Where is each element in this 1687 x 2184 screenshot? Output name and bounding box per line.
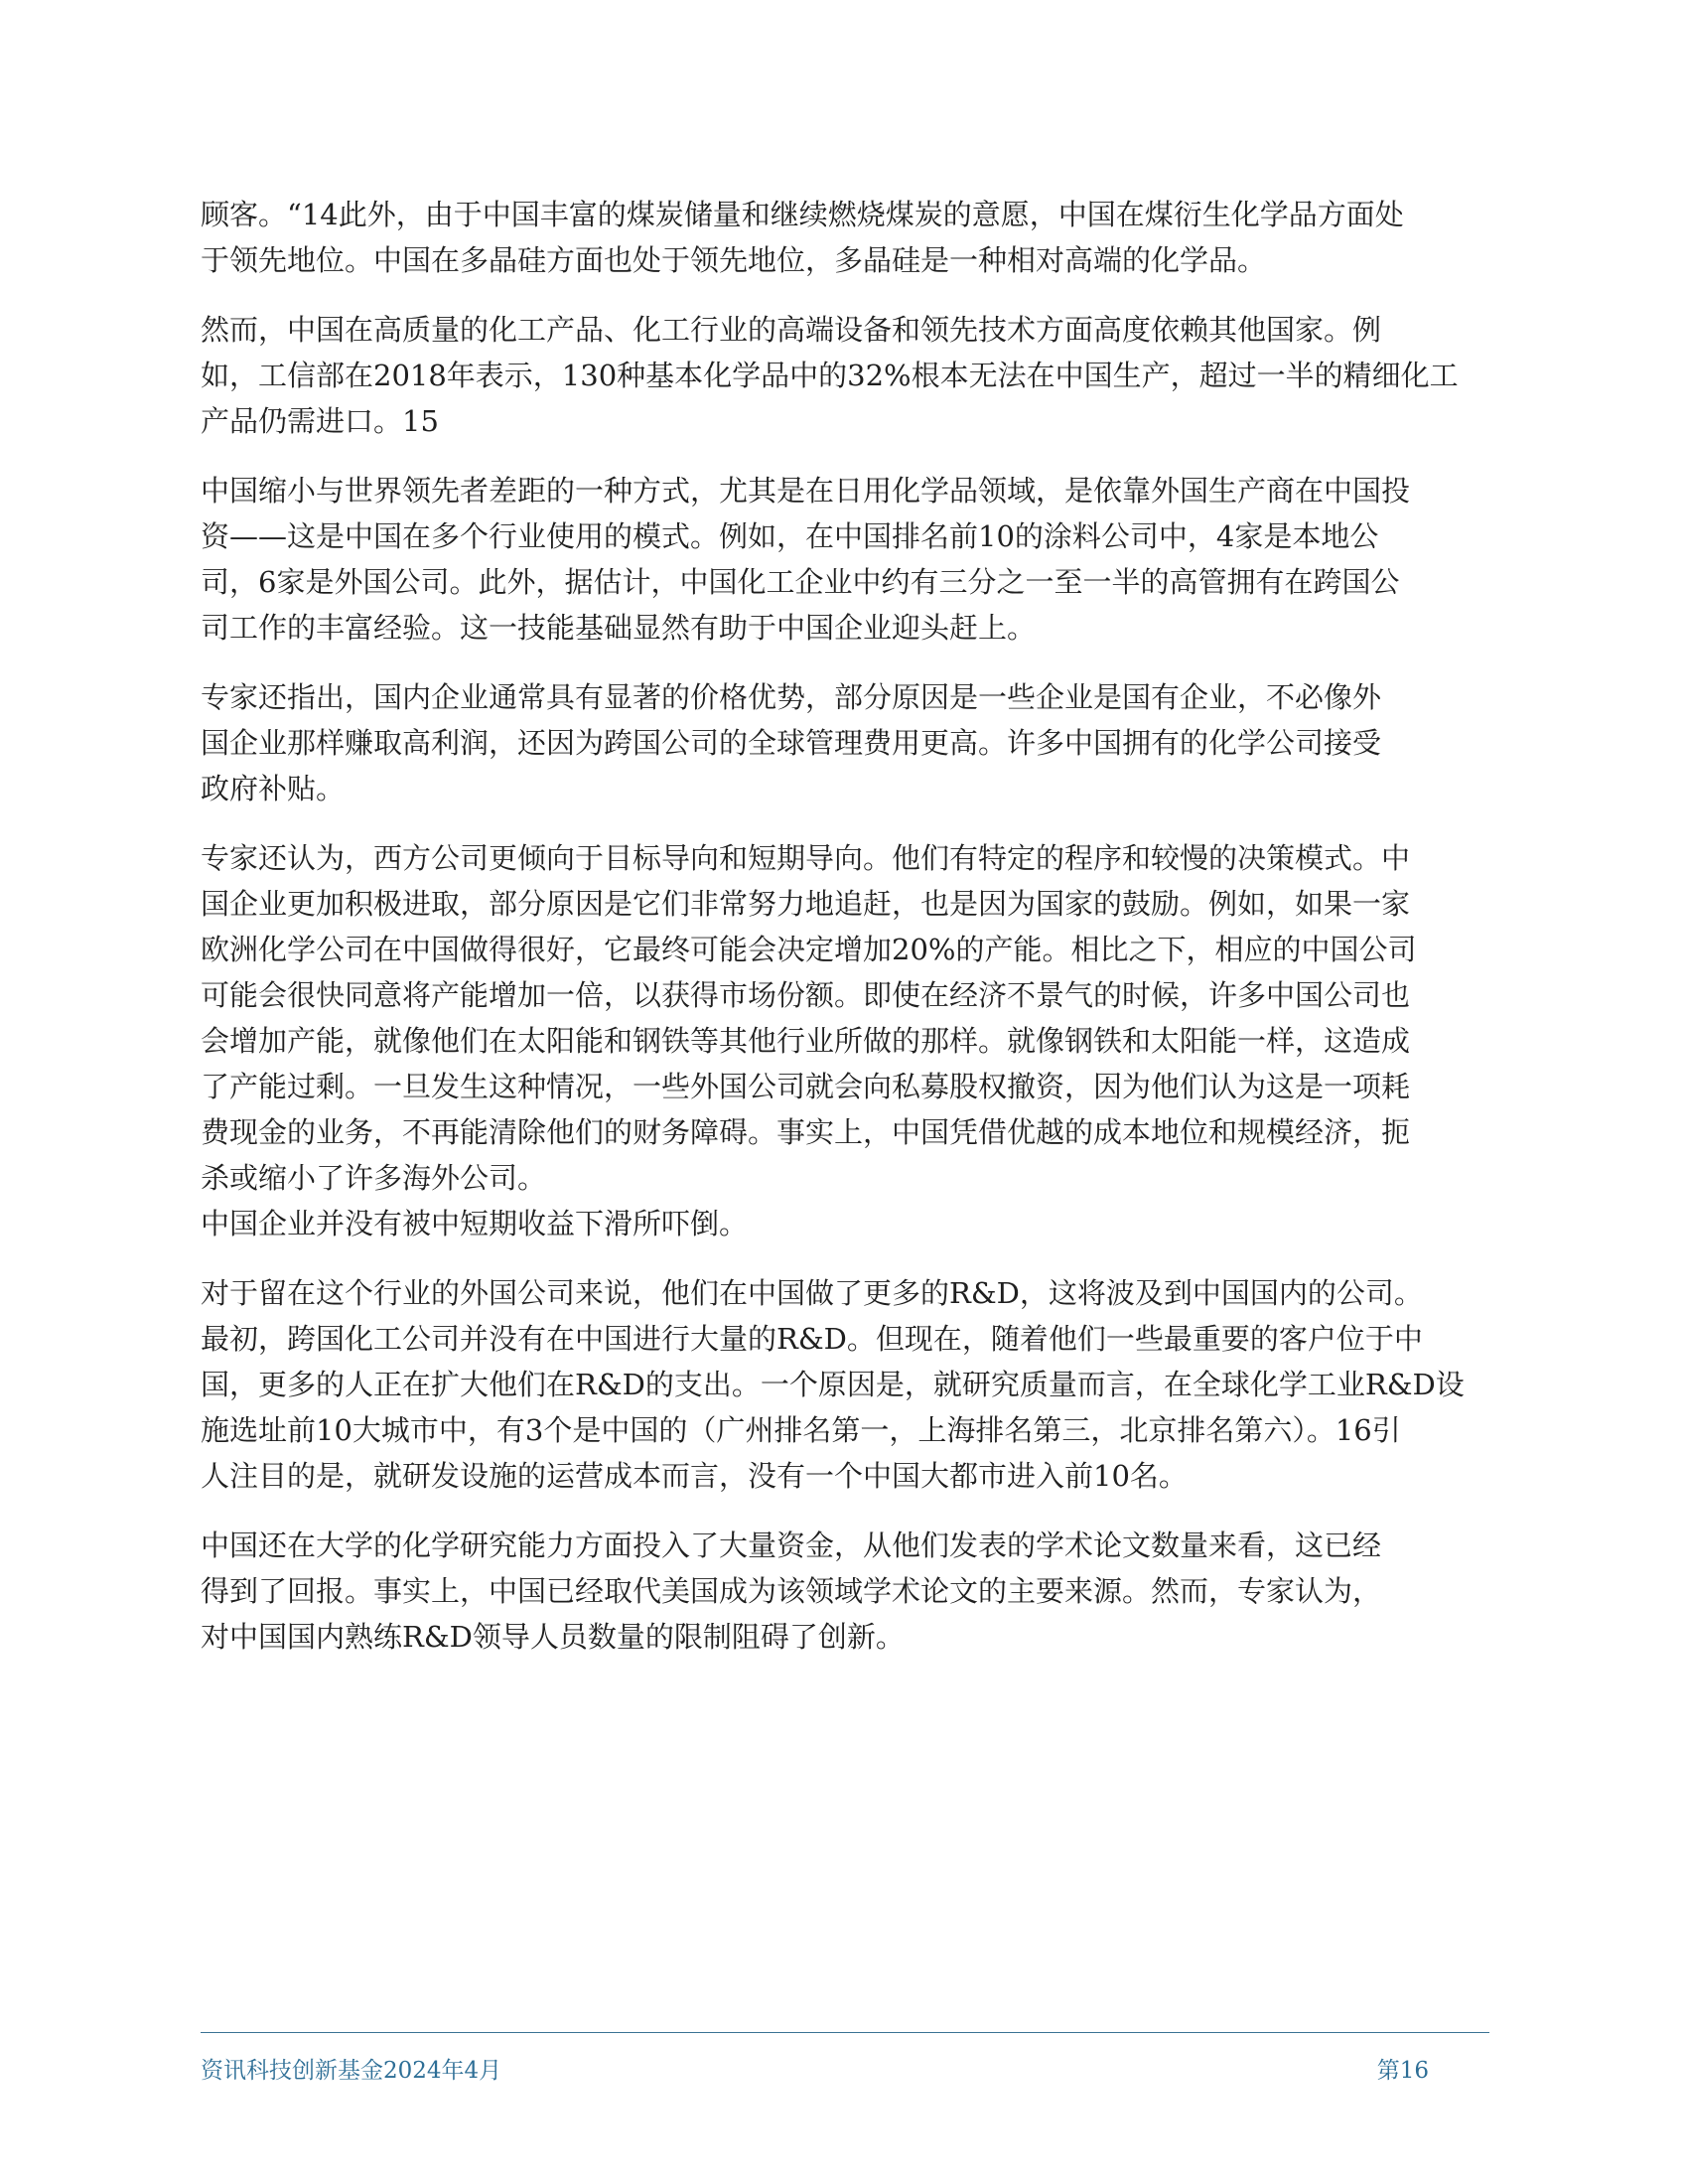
paragraph-1	[201, 192, 1481, 283]
text-line: 国，更多的人正在扩大他们在R&D的支出。一个原因是，就研究质量而言，在全球化学工业R&D设	[201, 1368, 1465, 1401]
text-line: 国企业更加积极进取，部分原因是它们非常努力地追赶，也是因为国家的鼓励。例如，如果一家	[201, 887, 1411, 921]
text-line: 中国缩小与世界领先者差距的一种方式，尤其是在日用化学品领域，是依靠外国生产商在中国投	[201, 474, 1411, 508]
paragraph-2	[201, 307, 1481, 444]
text-line: 于领先地位。中国在多晶硅方面也处于领先地位，多晶硅是一种相对高端的化学品。	[201, 243, 1267, 277]
text-line: 对中国国内熟练R&D领导人员数量的限制阻碍了创新。	[201, 1620, 905, 1654]
text-line: 顾客。“14此外，由于中国丰富的煤炭储量和继续燃烧煤炭的意愿，中国在煤衍生化学品方面处	[201, 198, 1404, 231]
text-line: 可能会很快同意将产能增加一倍，以获得市场份额。即使在经济不景气的时候，许多中国公司也	[201, 978, 1411, 1012]
paragraph-3	[201, 468, 1481, 651]
footer-divider	[201, 2032, 1489, 2033]
footer-page-number: 第16	[1376, 2058, 1429, 2084]
text-line: 专家还认为，西方公司更倾向于目标导向和短期导向。他们有特定的程序和较慢的决策模式。中	[201, 841, 1411, 875]
text-line: 最初，跨国化工公司并没有在中国进行大量的R&D。但现在，随着他们一些最重要的客户位于中	[201, 1322, 1423, 1356]
text-line: 会增加产能，就像他们在太阳能和钢铁等其他行业所做的那样。就像钢铁和太阳能一样，这造成	[201, 1024, 1411, 1058]
paragraph-5	[201, 835, 1481, 1201]
text-line: 中国企业并没有被中短期收益下滑所吓倒。	[201, 1207, 749, 1240]
text-line: 如，工信部在2018年表示，130种基本化学品中的32%根本无法在中国生产，超过一半的精细化工	[201, 359, 1459, 392]
text-line: 司工作的丰富经验。这一技能基础显然有助于中国企业迎头赶上。	[201, 611, 1037, 645]
text-line: 对于留在这个行业的外国公司来说，他们在中国做了更多的R&D，这将波及到中国国内的公司。	[201, 1276, 1423, 1310]
text-line: 欧洲化学公司在中国做得很好，它最终可能会决定增加20%的产能。相比之下，相应的中国公司	[201, 933, 1417, 966]
text-line: 产品仍需进口。15	[201, 404, 439, 438]
paragraph-6	[201, 1201, 1481, 1246]
text-line: 资——这是中国在多个行业使用的模式。例如，在中国排名前10的涂料公司中，4家是本地公	[201, 519, 1379, 553]
text-line: 得到了回报。事实上，中国已经取代美国成为该领域学术论文的主要来源。然而，专家认为，	[201, 1574, 1382, 1608]
document-body	[201, 192, 1481, 1683]
text-line: 施选址前10大城市中，有3个是中国的（广州排名第一，上海排名第三，北京排名第六）。16引	[201, 1413, 1401, 1447]
paragraph-7	[201, 1270, 1481, 1499]
text-line: 国企业那样赚取高利润，还因为跨国公司的全球管理费用更高。许多中国拥有的化学公司接受	[201, 726, 1382, 760]
text-line: 费现金的业务，不再能清除他们的财务障碍。事实上，中国凭借优越的成本地位和规模经济，扼	[201, 1115, 1411, 1149]
footer-publication-date: 资讯科技创新基金2024年4月	[201, 2058, 502, 2084]
paragraph-4	[201, 674, 1481, 811]
text-line: 政府补贴。	[201, 772, 346, 805]
text-line: 然而，中国在高质量的化工产品、化工行业的高端设备和领先技术方面高度依赖其他国家。例	[201, 313, 1382, 347]
text-line: 中国还在大学的化学研究能力方面投入了大量资金，从他们发表的学术论文数量来看，这已经	[201, 1529, 1382, 1562]
text-line: 杀或缩小了许多海外公司。	[201, 1161, 547, 1195]
paragraph-8	[201, 1523, 1481, 1660]
text-line: 司，6家是外国公司。此外，据估计，中国化工企业中约有三分之一至一半的高管拥有在跨国公	[201, 565, 1400, 599]
text-line: 了产能过剩。一旦发生这种情况，一些外国公司就会向私募股权撤资，因为他们认为这是一项耗	[201, 1070, 1411, 1103]
text-line: 专家还指出，国内企业通常具有显著的价格优势，部分原因是一些企业是国有企业，不必像外	[201, 680, 1382, 714]
text-line: 人注目的是，就研发设施的运营成本而言，没有一个中国大都市进入前10名。	[201, 1459, 1188, 1493]
